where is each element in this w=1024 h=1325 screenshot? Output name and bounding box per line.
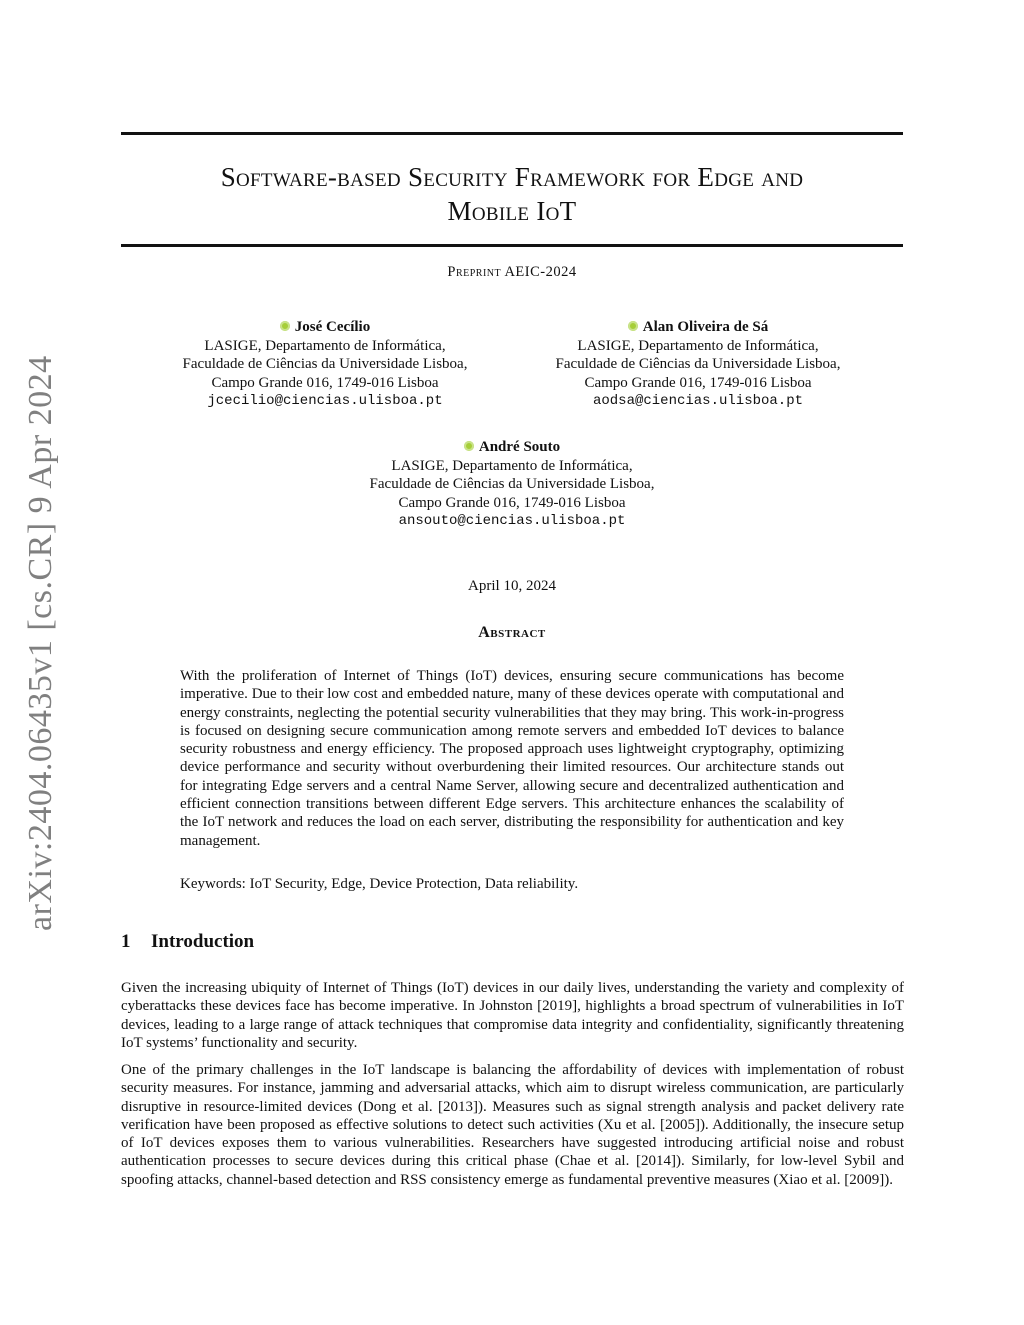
arxiv-identifier: arXiv:2404.06435v1 [cs.CR] 9 Apr 2024 [22, 355, 59, 931]
author-block-3 [347, 438, 677, 531]
title-line-2: Mobile IoT [447, 196, 577, 226]
section-title: Introduction [151, 931, 255, 952]
orcid-icon[interactable] [464, 441, 474, 451]
section-number: 1 [121, 931, 131, 952]
author-name: José Cecílio [160, 318, 490, 337]
author-name: Alan Oliveira de Sá [533, 318, 863, 337]
author-email[interactable]: aodsa@ciencias.ulisboa.pt [592, 393, 804, 409]
author-affiliation: Faculdade de Ciências da Universidade Lisboa, [182, 356, 468, 372]
title-top-rule [121, 132, 903, 135]
author-block-2 [533, 318, 863, 411]
author-block-1 [160, 318, 490, 411]
author-email[interactable]: ansouto@ciencias.ulisboa.pt [398, 513, 626, 529]
author-address: Campo Grande 016, 1749-016 Lisboa [211, 374, 439, 391]
author-address: Campo Grande 016, 1749-016 Lisboa [584, 374, 812, 391]
intro-paragraph-2: One of the primary challenges in the IoT landscape is balancing the affordability of devices with implementation of robust security measures. For instance, jamming and adversarial attacks, which aim to disrupt wireless communication, are particularly disruptive in resource-limited devices (Dong et al. [2013]). Measures such as signal strength analysis and packet delivery rate verification have been proposed as effective solutions to detect such activities (Xu et al. [2005]). Additionally, the insecure setup of IoT devices exposes them to various vulnerabilities. Researchers have suggested introducing artificial noise and robust authentication processes to secure devices during this critical phase (Chae et al. [2014]). Similarly, for low-level Sybil and spoofing attacks, channel-based detection and RSS consistency emerge as fundamental preventive measures (Xiao et al. [2009]). [121, 1062, 904, 1188]
section-heading-introduction [121, 931, 254, 953]
publication-date: April 10, 2024 [468, 578, 556, 594]
author-name: André Souto [347, 438, 677, 457]
orcid-icon[interactable] [628, 321, 638, 331]
author-email[interactable]: jcecilio@ciencias.ulisboa.pt [207, 393, 443, 409]
title-line-1: Software-based Security Framework for Edge and [220, 162, 804, 192]
preprint-label: Preprint AEIC-2024 [447, 264, 577, 280]
author-affiliation: LASIGE, Departamento de Informática, [577, 337, 819, 354]
abstract-heading: Abstract [478, 624, 546, 641]
author-address: Campo Grande 016, 1749-016 Lisboa [398, 494, 626, 511]
author-affiliation: LASIGE, Departamento de Informática, [204, 337, 446, 354]
paper-title [121, 160, 903, 228]
orcid-icon[interactable] [280, 321, 290, 331]
abstract-body: With the proliferation of Internet of Things (IoT) devices, ensuring secure communications has become imperative. Due to their low cost and embedded nature, many of these devices operate with computational and energy constraints, neglecting the potential security vulnerabilities that they may bring. This work-in-progress is focused on designing secure communication among remote servers and embedded IoT devices to balance security robustness and energy efficiency. The proposed approach uses lightweight cryptography, optimizing device performance and security without overburdening their limited resources. Our architecture stands out for integrating Edge servers and a central Name Server, allowing secure and decentralized authentication and efficient connection transitions between different Edge servers. This architecture enhances the scalability of the IoT network and reduces the load on each server, distributing the responsibility for authentication and key management. [180, 668, 844, 849]
intro-paragraph-1: Given the increasing ubiquity of Internet of Things (IoT) devices in our daily lives, understanding the variety and complexity of cyberattacks these devices face has become imperative. In Johnston [2019], highlights a broad spectrum of vulnerabilities in IoT devices, leading to a large range of attack techniques that compromise data integrity and confidentiality, significantly threatening IoT systems’ functionality and security. [121, 980, 904, 1051]
title-bottom-rule [121, 244, 903, 247]
author-affiliation: Faculdade de Ciências da Universidade Lisboa, [369, 476, 655, 492]
keywords: Keywords: IoT Security, Edge, Device Protection, Data reliability. [180, 876, 579, 892]
author-affiliation: LASIGE, Departamento de Informática, [391, 457, 633, 474]
author-affiliation: Faculdade de Ciências da Universidade Lisboa, [555, 356, 841, 372]
